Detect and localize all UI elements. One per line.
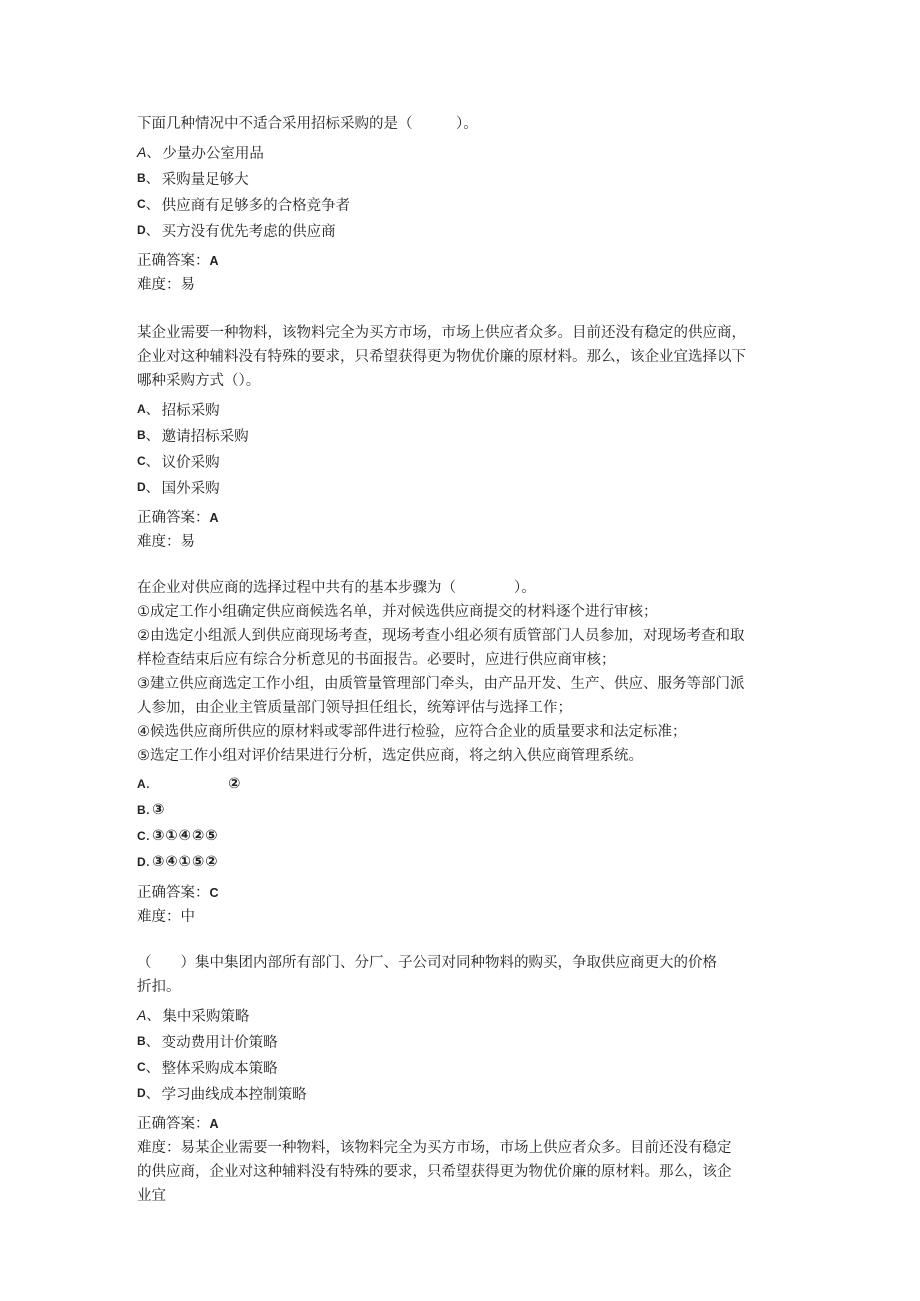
option-a: A 、 集中采购策略 <box>137 1002 797 1028</box>
option-d: D 、 学习曲线成本控制策略 <box>137 1080 797 1106</box>
stem-line: 下面几种情况中不适合采用招标采购的是（ ）。 <box>137 116 478 132</box>
option-d: D 、 买方没有优先考虑的供应商 <box>137 217 797 243</box>
correct-answer <box>137 881 797 905</box>
option-letter: B <box>137 428 146 442</box>
stem-line: 某企业需要一种物料，该物料完全为买方市场，市场上供应者众多。目前还没有稳定的供应商， <box>137 325 746 341</box>
option-letter: C <box>137 1060 146 1074</box>
option-text: 供应商有足够多的合格竞争者 <box>161 197 351 214</box>
option-text: 集中采购策略 <box>162 1008 250 1025</box>
option-text: 采购量足够大 <box>161 171 249 188</box>
option-text: ② <box>228 776 242 792</box>
difficulty <box>137 1136 797 1160</box>
step-3-cont: 人参加，由企业主管质量部门领导担任组长，统筹评估与选择工作； <box>137 700 572 716</box>
answer-value: A <box>209 511 219 525</box>
option-text: 整体采购成本策略 <box>161 1060 278 1077</box>
option-a: A . ② <box>137 776 242 792</box>
step-1: ①成定工作小组确定供应商候选名单，并对候选供应商提交的材料逐个进行审核； <box>137 604 658 620</box>
option-letter: D <box>137 223 146 237</box>
difficulty <box>137 273 797 297</box>
correct-answer <box>137 506 797 530</box>
correct-answer <box>137 1112 797 1136</box>
option-c: C 、 议价采购 <box>137 448 797 474</box>
option-d: D 、 国外采购 <box>137 474 797 500</box>
document-page <box>137 112 797 1208</box>
question-stem <box>137 576 797 768</box>
question-stem <box>137 112 797 136</box>
option-letter: A <box>137 777 146 791</box>
option-letter: D <box>137 480 146 494</box>
option-b: B 、 变动费用计价策略 <box>137 1028 797 1054</box>
option-c: C 、 供应商有足够多的合格竞争者 <box>137 191 797 217</box>
stem-line: 在企业对供应商的选择过程中共有的基本步骤为（ ）。 <box>137 580 536 596</box>
question-stem <box>137 951 797 999</box>
step-2-cont: 样检查结束后应有综合分析意见的书面报告。必要时，应进行供应商审核； <box>137 652 616 668</box>
difficulty-label: 难度： <box>137 277 181 293</box>
option-b: B 、 邀请招标采购 <box>137 422 797 448</box>
difficulty-label: 难度： <box>137 534 181 550</box>
option-letter: C <box>137 454 146 468</box>
difficulty-cont: 的供应商，企业对这种辅料没有特殊的要求，只希望获得更为物优价廉的原材料。那么，该企 <box>137 1164 732 1180</box>
option-c: C 、 整体采购成本策略 <box>137 1054 797 1080</box>
option-text: 议价采购 <box>161 454 220 471</box>
question-4 <box>137 951 797 1208</box>
step-4: ④候选供应商所供应的原材料或零部件进行检验，应符合企业的质量要求和法定标准； <box>137 724 687 740</box>
option-letter: D <box>137 1086 146 1100</box>
option-text: 买方没有优先考虑的供应商 <box>161 223 336 240</box>
option-letter: D <box>137 855 146 869</box>
difficulty-label: 难度： <box>137 909 181 925</box>
option-letter: C <box>137 829 146 843</box>
difficulty-value: 易 <box>180 277 195 293</box>
option-letter: B <box>137 803 146 817</box>
answer-label: 正确答案： <box>137 510 210 526</box>
option-b: B 、 采购量足够大 <box>137 165 797 191</box>
difficulty <box>137 905 797 929</box>
answer-value: A <box>209 254 219 268</box>
answer-value: C <box>209 886 219 900</box>
difficulty-value: 易 <box>180 534 195 550</box>
option-text: 邀请招标采购 <box>161 428 249 445</box>
option-a: A 、 少量办公室用品 <box>137 139 797 165</box>
stem-line: 企业对这种辅料没有特殊的要求，只希望获得更为物优价廉的原材料。那么，该企业宜选择以下 <box>137 349 746 365</box>
answer-label: 正确答案： <box>137 253 210 269</box>
question-2 <box>137 321 797 554</box>
option-letter: A <box>137 144 147 160</box>
question-1 <box>137 112 797 297</box>
option-c: C . ③①④②⑤ <box>137 828 219 844</box>
question-stem <box>137 321 797 393</box>
stem-line: （ ）集中集团内部所有部门、分厂、子公司对同种物料的购买，争取供应商更大的价格 <box>137 955 717 971</box>
difficulty <box>137 530 797 554</box>
option-text: 学习曲线成本控制策略 <box>161 1086 307 1103</box>
option-text: ③④①⑤② <box>152 854 219 870</box>
stem-line: 折扣。 <box>137 979 181 995</box>
option-letter: B <box>137 1034 146 1048</box>
difficulty-value: 易某企业需要一种物料，该物料完全为买方市场，市场上供应者众多。目前还没有稳定 <box>180 1140 732 1156</box>
option-text: 少量办公室用品 <box>162 145 264 162</box>
step-2: ②由选定小组派人到供应商现场考查，现场考查小组必须有质管部门人员参加，对现场考查和取 <box>137 628 745 644</box>
difficulty-value: 中 <box>180 909 195 925</box>
answer-label: 正确答案： <box>137 1116 210 1132</box>
option-text: 国外采购 <box>161 480 220 497</box>
option-letter: B <box>137 171 146 185</box>
stem-line: 哪种采购方式（）。 <box>137 373 261 389</box>
step-5: ⑤选定工作小组对评价结果进行分析，选定供应商，将之纳入供应商管理系统。 <box>137 748 643 764</box>
option-text: ③ <box>152 802 166 818</box>
option-text: 招标采购 <box>161 402 220 419</box>
answer-value: A <box>209 1117 219 1131</box>
difficulty-cont: 业宜 <box>137 1188 166 1204</box>
option-letter: A <box>137 402 146 416</box>
answer-label: 正确答案： <box>137 885 210 901</box>
step-3: ③建立供应商选定工作小组，由质管量管理部门牵头，由产品开发、生产、供应、服务等部门派 <box>137 676 745 692</box>
difficulty-label: 难度： <box>137 1140 181 1156</box>
option-d: D . ③④①⑤② <box>137 854 219 870</box>
option-text: 变动费用计价策略 <box>161 1034 278 1051</box>
option-letter: C <box>137 197 146 211</box>
correct-answer <box>137 249 797 273</box>
option-text: ③①④②⑤ <box>152 828 219 844</box>
option-letter: A <box>137 1007 147 1023</box>
question-3 <box>137 576 797 929</box>
option-b: B . ③ <box>137 802 166 818</box>
option-a: A 、 招标采购 <box>137 396 797 422</box>
